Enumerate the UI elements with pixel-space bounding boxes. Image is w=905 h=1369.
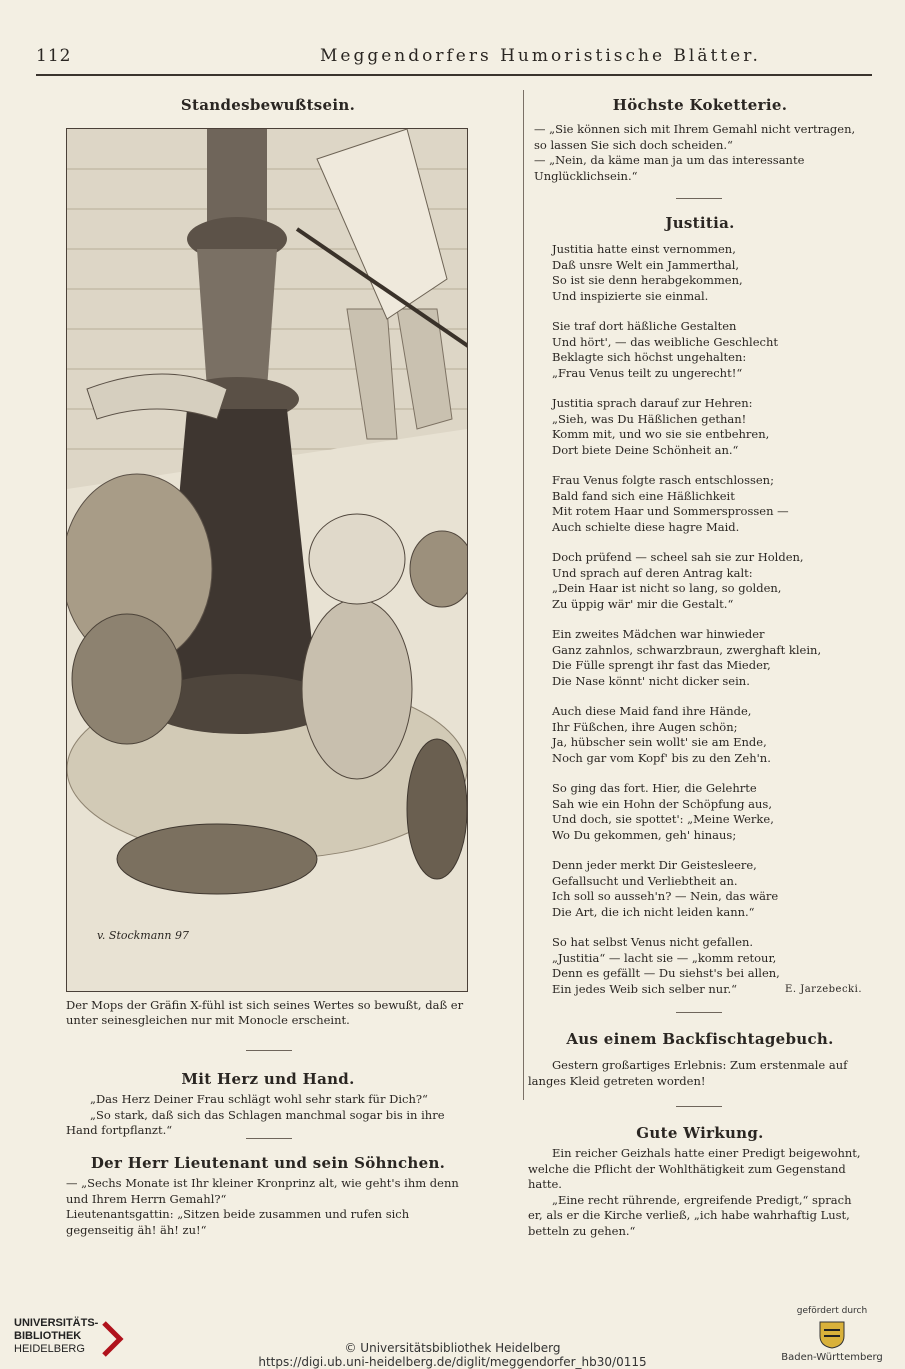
poem-line: Gefallsucht und Verliebtheit an. [552, 873, 738, 888]
poem-line: Ich soll so ausseh'n? — Nein, das wäre [552, 889, 779, 903]
poem-line: So ist sie denn herabgekommen, [552, 273, 743, 287]
poem-stanza [552, 242, 862, 304]
poem-line: Ihr Füßchen, ihre Augen schön; [552, 719, 738, 734]
poem-line: Beklagte sich höchst ungehalten: [552, 350, 747, 364]
text-line: „Das Herz Deiner Frau schlägt wohl sehr stark für Dich?“ [90, 1092, 428, 1106]
poem-line: Justitia sprach darauf zur Hehren: [552, 396, 753, 410]
section-text-lieutenant [66, 1176, 470, 1238]
poem-line: Denn jeder merkt Dir Geistesleere, [552, 858, 757, 872]
poem-justitia [552, 242, 862, 1012]
poem-line: So hat selbst Venus nicht gefallen. [552, 935, 754, 949]
poem-line-text: Ein jedes Weib sich selber nur.“ [552, 981, 737, 996]
magazine-title: Meggendorfers Humoristische Blätter. [320, 46, 761, 66]
poem-line: Sah wie ein Hohn der Schöpfung aus, [552, 796, 772, 811]
text-line: — „Nein, da käme man ja um das interessante Unglücklichsein.“ [534, 153, 805, 183]
page-number: 112 [36, 46, 72, 66]
library-name-line: HEIDELBERG [14, 1343, 85, 1355]
poem-title: Justitia. [665, 214, 735, 232]
section-title-backfisch: Aus einem Backfischtagebuch. [566, 1030, 834, 1048]
poem-line: Ganz zahnlos, schwarzbraun, zwerghaft klein, [552, 642, 822, 657]
poem-line: Und doch, sie spottet': „Meine Werke, [552, 812, 774, 826]
text-line: — „Sie können sich mit Ihrem Gemahl nicht vertragen, so lassen Sie sich doch scheiden.“ [534, 122, 856, 152]
poem-line: Justitia hatte einst vernommen, [552, 242, 736, 256]
poem-line: Zu üppig wär' mir die Gestalt.“ [552, 596, 734, 611]
illustration-drawing [67, 129, 467, 991]
poem-line: So ging das fort. Hier, die Gelehrte [552, 781, 757, 795]
column-divider [523, 90, 524, 1100]
illustration-title: Standesbewußtsein. [180, 96, 356, 114]
source-url[interactable]: https://digi.ub.uni-heidelberg.de/diglit/meggendorfer_hb30/0115 [258, 1355, 647, 1369]
poem-stanza [552, 935, 862, 997]
section-text-wirkung [528, 1146, 862, 1239]
poem-stanza [552, 627, 862, 689]
poem-line [552, 982, 862, 998]
poem-stanza [552, 396, 862, 458]
poem-line: Dort biete Deine Schönheit an.“ [552, 442, 739, 457]
section-text-koketterie [534, 122, 866, 184]
section-divider [676, 1106, 722, 1107]
section-divider [676, 198, 722, 199]
poem-line: „Sieh, was Du Häßlichen gethan! [552, 411, 747, 426]
section-text-herz [66, 1092, 470, 1139]
poem-line: Mit rotem Haar und Sommersprossen — [552, 504, 789, 518]
poem-stanza [552, 858, 862, 920]
poem-line: Doch prüfend — scheel sah sie zur Holden, [552, 550, 804, 564]
funder-name: Baden-Württemberg [781, 1352, 883, 1363]
library-name-line: UNIVERSITÄTS- [14, 1317, 99, 1329]
poem-stanza [552, 550, 862, 612]
poem-line: Noch gar vom Kopf' bis zu den Zeh'n. [552, 750, 771, 765]
copyright-text: © Universitätsbibliothek Heidelberg [344, 1341, 561, 1355]
poem-line: Daß unsre Welt ein Jammerthal, [552, 257, 740, 272]
section-title-lieutenant: Der Herr Lieutenant und sein Söhnchen. [90, 1154, 446, 1172]
poem-line: Und sprach auf deren Antrag kalt: [552, 565, 753, 580]
section-title-koketterie: Höchste Koketterie. [612, 96, 788, 114]
poem-line: Und inspizierte sie einmal. [552, 288, 709, 303]
poem-line: Die Fülle sprengt ihr fast das Mieder, [552, 658, 771, 672]
poem-line: Komm mit, und wo sie sie entbehren, [552, 427, 770, 441]
artist-signature: v. Stockmann 97 [97, 929, 189, 942]
poem-line: Die Nase könnt' nicht dicker sein. [552, 673, 750, 688]
poem-line: Denn es gefällt — Du siehst's bei allen, [552, 966, 780, 980]
poem-line: „Justitia“ — lacht sie — „komm retour, [552, 950, 777, 965]
poem-line: Frau Venus folgte rasch entschlossen; [552, 473, 774, 487]
poem-stanza [552, 704, 862, 766]
poem-stanza [552, 781, 862, 843]
section-text-backfisch: Gestern großartiges Erlebnis: Zum erstenmale auf langes Kleid getreten worden! [528, 1058, 848, 1088]
poem-line: Ja, hübscher sein wollt' sie am Ende, [552, 735, 767, 749]
poem-line: Wo Du gekommen, geh' hinaus; [552, 827, 737, 842]
poem-line: „Frau Venus teilt zu ungerecht!“ [552, 365, 743, 380]
poem-line: Sie traf dort häßliche Gestalten [552, 319, 737, 333]
section-divider [246, 1050, 292, 1051]
text-line: Ein reicher Geizhals hatte einer Predigt beigewohnt, welche die Pflicht der Wohlthätigkeit zum Gegenstand hatte. [528, 1146, 861, 1191]
page-header [30, 40, 870, 68]
funding-label: gefördert durch [796, 1306, 868, 1316]
poem-stanza [552, 473, 862, 535]
library-name-line: BIBLIOTHEK [14, 1330, 82, 1342]
text-line: „So stark, daß sich das Schlagen manchmal sogar bis in ihre Hand fortpflanzt.“ [66, 1107, 445, 1137]
text-line: — „Sechs Monate ist Ihr kleiner Kronprinz alt, wie geht's ihm denn und Ihrem Herrn Gemahl?“ [66, 1176, 459, 1206]
poem-line: Ein zweites Mädchen war hinwieder [552, 627, 765, 641]
illustration-caption: Der Mops der Gräfin X-fühl ist sich seines Wertes so bewußt, daß er unter seinesgleichen nur mit Monocle erscheint. [66, 998, 464, 1027]
text-line: „Eine recht rührende, ergreifende Predigt,“ sprach er, als er die Kirche verließ, „ich habe wahrhaftig Lust, betteln zu gehen.“ [528, 1192, 852, 1238]
poem-line: Bald fand sich eine Häßlichkeit [552, 488, 735, 503]
state-coat-of-arms-icon [812, 1320, 852, 1350]
header-rule [36, 74, 872, 76]
section-title-herz: Mit Herz und Hand. [181, 1070, 355, 1088]
section-divider [246, 1138, 292, 1139]
dog-illustration [66, 128, 468, 992]
poem-line: Und hört', — das weibliche Geschlecht [552, 334, 779, 349]
poem-stanza [552, 319, 862, 381]
text-line: Lieutenantsgattin: „Sitzen beide zusammen und rufen sich gegenseitig äh! äh! zu!“ [66, 1207, 410, 1237]
poem-line: Die Art, die ich nicht leiden kann.“ [552, 904, 755, 919]
funding-block [777, 1306, 887, 1363]
poem-line: Auch schielte diese hagre Maid. [552, 519, 740, 534]
poem-line: „Dein Haar ist nicht so lang, so golden, [552, 581, 782, 595]
poem-author: E. Jarzebecki. [785, 983, 862, 995]
section-title-wirkung: Gute Wirkung. [636, 1124, 764, 1142]
section-divider [676, 1012, 722, 1013]
poem-line: Auch diese Maid fand ihre Hände, [552, 704, 752, 718]
